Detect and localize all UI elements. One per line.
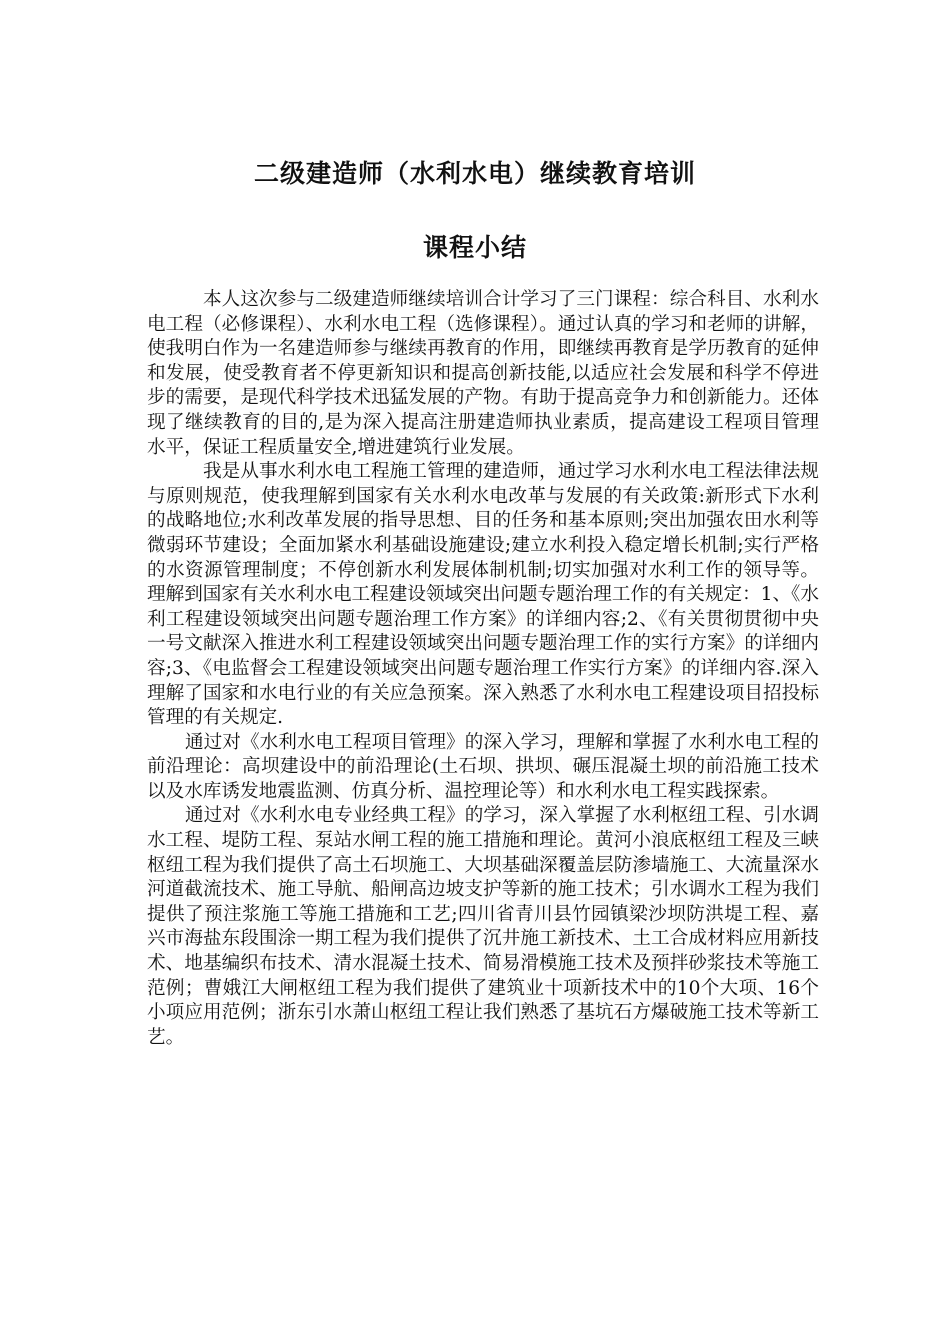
- paragraph-4: 通过对《水利水电专业经典工程》的学习，深入掌握了水利枢纽工程、引水调水工程、堤防工程、泵站水闸工程的施工措施和理论。黄河小浪底枢纽工程及三峡枢纽工程为我们提供了高土石坝施工、大坝基础深覆盖层防渗墙施工、大流量深水河道截流技术、施工导航、船闸高边坡支护等新的施工技术；引水调水工程为我们提供了预注浆施工等施工措施和工艺;四川省青川县竹园镇梁沙坝防洪堤工程、嘉兴市海盐东段围涂一期工程为我们提供了沉井施工新技术、土工合成材料应用新技术、地基编织布技术、清水混凝土技术、简易滑模施工技术及预拌砂浆技术等施工范例；曹娥江大闸枢纽工程为我们提供了建筑业十项新技术中的10个大项、16个小项应用范例；浙东引水萧山枢纽工程让我们熟悉了基坑石方爆破施工技术等新工艺。: [147, 805, 819, 1048]
- paragraph-2: 我是从事水利水电工程施工管理的建造师，通过学习水利水电工程法律法规与原则规范，使我理解到国家有关水利水电改革与发展的有关政策:新形式下水利的战略地位;水利改革发展的指导思想、目的任务和基本原则;突出加强农田水利等微弱环节建设；全面加紧水利基础设施建设;建立水利投入稳定增长机制;实行严格的水资源管理制度；不停创新水利发展体制机制;切实加强对水利工作的领导等。理解到国家有关水利水电工程建设领域突出问题专题治理工作的有关规定：1、《水利工程建设领域突出问题专题治理工作方案》的详细内容;2、《有关贯彻贯彻中央一号文献深入推进水利工程建设领域突出问题专题治理工作的实行方案》的详细内容;3、《电监督会工程建设领域突出问题专题治理工作实行方案》的详细内容.深入理解了国家和水电行业的有关应急预案。深入熟悉了水利水电工程建设项目招投标管理的有关规定.: [147, 461, 819, 729]
- document-body: [147, 288, 819, 1050]
- paragraph-1: 本人这次参与二级建造师继续培训合计学习了三门课程：综合科目、水利水电工程（必修课程）、水利水电工程（选修课程）。通过认真的学习和老师的讲解，使我明白作为一名建造师参与继续再教育的作用，即继续再教育是学历教育的延伸和发展，使受教育者不停更新知识和提高创新技能,以适应社会发展和科学不停进步的需要，是现代科学技术迅猛发展的产物。有助于提高竞争力和创新能力。还体现了继续教育的目的,是为深入提高注册建造师执业素质，提高建设工程项目管理水平，保证工程质量安全,增进建筑行业发展。: [147, 289, 819, 458]
- paragraph-3: 通过对《水利水电工程项目管理》的深入学习，理解和掌握了水利水电工程的前沿理论：高坝建设中的前沿理论(土石坝、拱坝、碾压混凝土坝的前沿施工技术以及水库诱发地震监测、仿真分析、温控理论等）和水利水电工程实践探索。: [147, 731, 819, 802]
- document-subtitle: 课程小结: [422, 233, 527, 262]
- document-title: 二级建造师（水利水电）继续教育培训: [253, 159, 696, 188]
